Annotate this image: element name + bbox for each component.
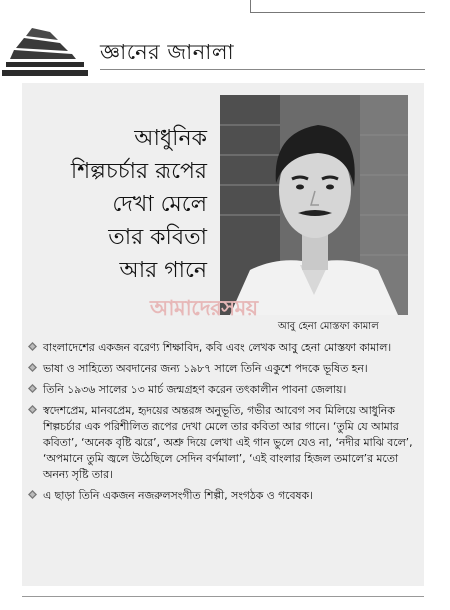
list-item-text: এ ছাড়া তিনি একজন নজরুলসংগীত শিল্পী, সংগঠক ও গবেষক। [43, 489, 313, 502]
top-border-rule [250, 0, 425, 13]
diamond-bullet-icon [28, 490, 37, 499]
fact-list [28, 340, 424, 509]
headline-line: দেখা মেলে [112, 192, 207, 217]
list-item-text: তিনি ১৯৩৬ সালের ১৩ মার্চ জন্মগ্রহণ করেন তৎকালীন পাবনা জেলায়। [43, 383, 347, 396]
books-stack-icon [2, 26, 90, 76]
list-item [28, 488, 424, 504]
list-item-text: বাংলাদেশের একজন বরেণ্য শিক্ষাবিদ, কবি এবং লেখক আবু হেনা মোস্তফা কামাল। [43, 341, 392, 354]
list-item [28, 382, 424, 398]
headline-line: আর গানে [119, 258, 207, 283]
headline-line: শিল্পচর্চার রূপের [70, 159, 207, 184]
headline-line: তার কবিতা [108, 225, 207, 250]
diamond-bullet-icon [28, 363, 37, 372]
list-item-text: স্বদেশপ্রেম, মানবপ্রেম, হৃদয়ের অন্তরঙ্গ অনুভূতি, গভীর আবেগ সব মিলিয়ে আধুনিক শিল্পচর্চার এক পরিশীলিত রূপের দেখা মেলে তার কবিতা আর গানে। ‘তুমি যে আমার কবিতা’, ‘অনেক বৃষ্টি ঝরে’, অশ্রু দিয়ে লেখা এই গান ভুলে যেও না, ‘নদীর মাঝি বলে’, ‘অপমানে তুমি জ্বলে উঠেছিলে সেদিন বর্ণমালা’, ‘এই বাংলার হিজল তমালে’র মতো অনন্য সৃষ্টি তার। [43, 404, 413, 481]
photo-caption: আবু হেনা মোস্তফা কামাল [278, 321, 379, 332]
top-border-tick [250, 0, 251, 12]
list-item [28, 340, 424, 356]
diamond-bullet-icon [28, 384, 37, 393]
section-title: জ্ঞানের জানালা [100, 40, 235, 64]
headline [71, 122, 207, 287]
diamond-bullet-icon [28, 405, 37, 414]
list-item [28, 403, 424, 483]
headline-line: আধুনিক [134, 126, 207, 151]
list-item-text: ভাষা ও সাহিত্যে অবদানের জন্য ১৯৮৭ সালে তিনি একুশে পদকে ভূষিত হন। [43, 362, 368, 375]
newspaper-watermark: আমাদেরসময় [150, 296, 258, 320]
section-header [0, 22, 450, 78]
diamond-bullet-icon [28, 342, 37, 351]
bottom-rule [22, 596, 424, 597]
header-underline [100, 69, 425, 70]
author-photo [220, 95, 408, 315]
list-item [28, 361, 424, 377]
portrait-illustration [220, 95, 408, 315]
